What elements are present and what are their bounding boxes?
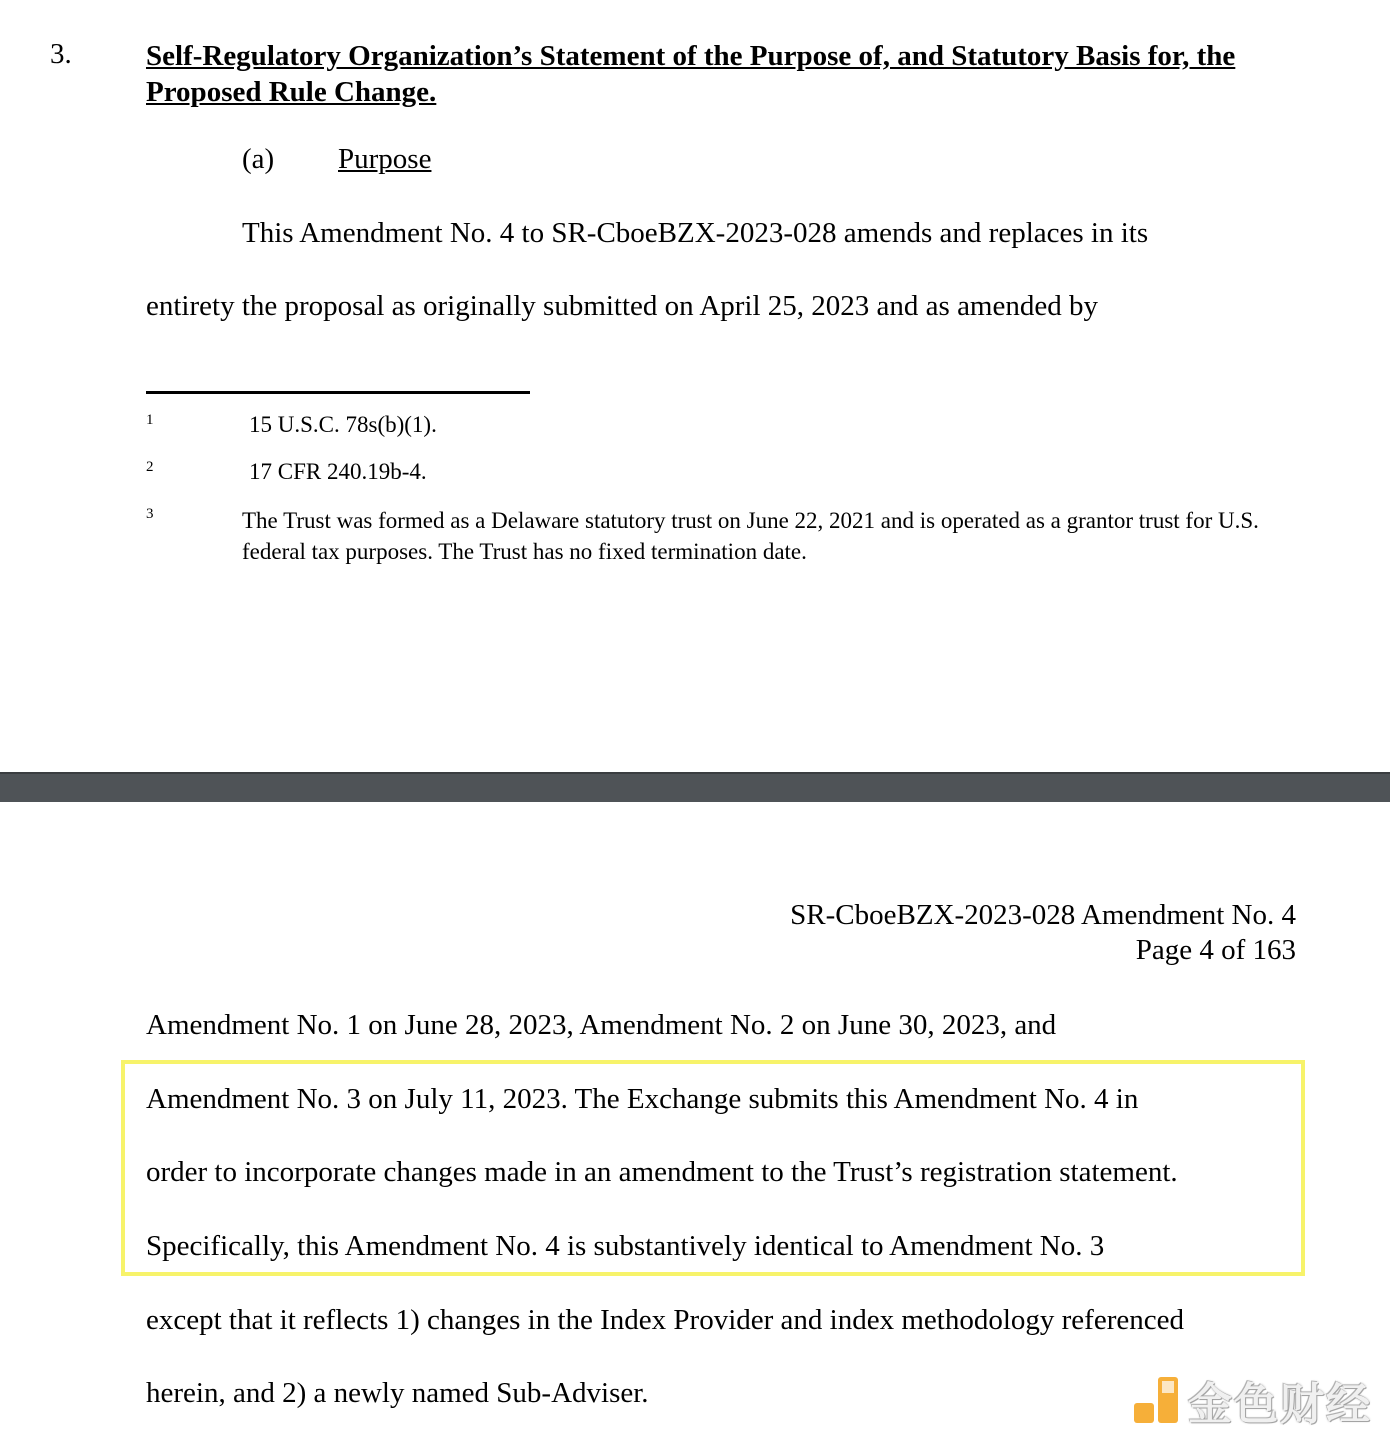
page-header <box>790 898 1296 968</box>
subsection-label: (a) <box>242 143 275 175</box>
body-line: except that it reflects 1) changes in the Index Provider and index methodology referenced <box>146 1304 1184 1336</box>
page-header-page-number: Page 4 of 163 <box>1135 934 1296 966</box>
section-number: 3. <box>50 38 72 70</box>
body-line: Specifically, this Amendment No. 4 is substantively identical to Amendment No. 3 <box>146 1230 1105 1262</box>
watermark <box>1132 1368 1372 1432</box>
footnote-divider <box>146 391 530 394</box>
watermark-text: 金色财经 <box>1188 1379 1372 1430</box>
footnote-number: 2 <box>146 459 154 475</box>
footnote-text: 15 U.S.C. 78s(b)(1). <box>249 412 437 437</box>
body-line: Amendment No. 3 on July 11, 2023. The Exchange submits this Amendment No. 4 in <box>146 1083 1139 1115</box>
footnote-text: 17 CFR 240.19b-4. <box>249 459 427 484</box>
body-line: herein, and 2) a newly named Sub-Adviser. <box>146 1377 649 1409</box>
body-line: order to incorporate changes made in an amendment to the Trust’s registration statement. <box>146 1156 1178 1188</box>
page-divider <box>0 772 1390 802</box>
highlight-box <box>121 1060 1305 1276</box>
body-line: Amendment No. 1 on June 28, 2023, Amendment No. 2 on June 30, 2023, and <box>146 1009 1057 1041</box>
subsection-title: Purpose <box>338 143 432 175</box>
watermark-logo-icon <box>1132 1375 1180 1425</box>
footnote-text: The Trust was formed as a Delaware statutory trust on June 22, 2021 and is operated as a grantor trust for U.S. federal tax purposes. The Trust has no fixed termination date. <box>242 508 1259 564</box>
footnote-number: 1 <box>146 412 154 428</box>
page-header-doc-id: SR-CboeBZX-2023-028 Amendment No. 4 <box>790 899 1296 931</box>
body-line: This Amendment No. 4 to SR-CboeBZX-2023-028 amends and replaces in its <box>242 217 1149 249</box>
footnote-number: 3 <box>146 506 154 522</box>
section-heading: Self-Regulatory Organization’s Statement of the Purpose of, and Statutory Basis for, the Proposed Rule Change. <box>146 40 1236 108</box>
body-line: entirety the proposal as originally submitted on April 25, 2023 and as amended by <box>146 290 1098 322</box>
